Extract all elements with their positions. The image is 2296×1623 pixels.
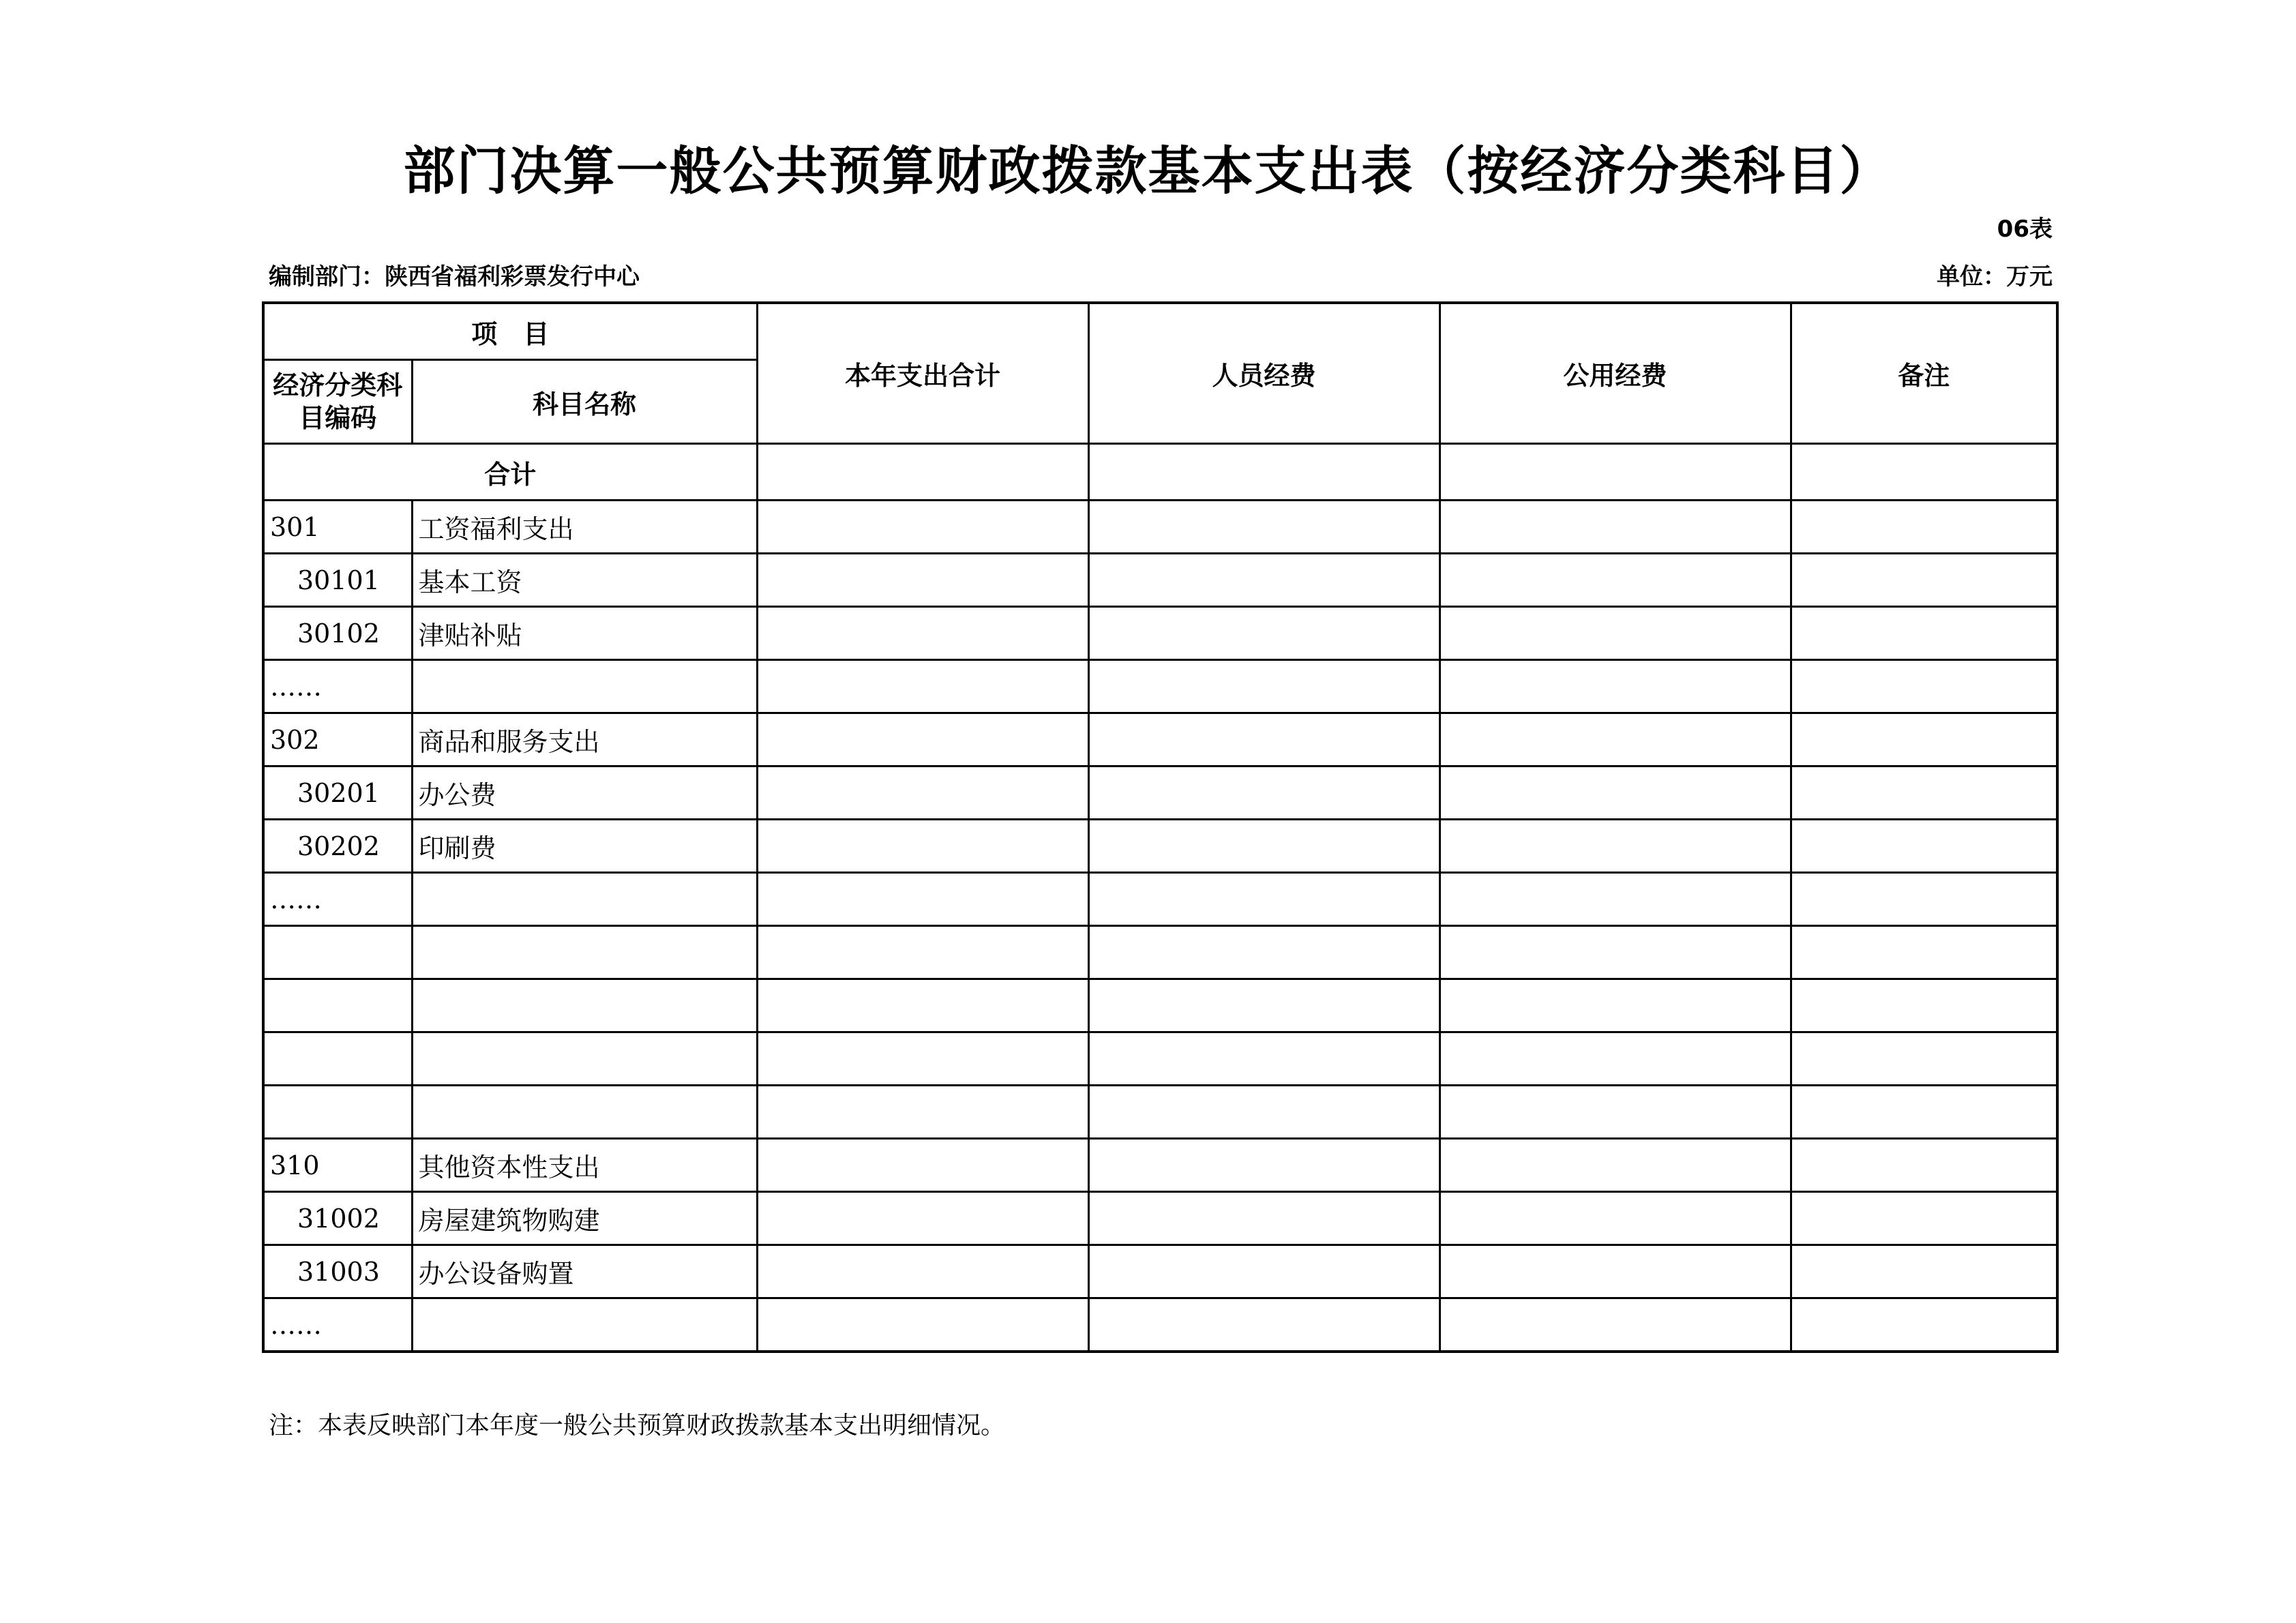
- row-total-cell: [757, 1192, 1088, 1245]
- row-name: [412, 1086, 757, 1139]
- row-name: 基本工资: [412, 554, 757, 607]
- table-row: [263, 1032, 2057, 1086]
- row-total-cell: [757, 607, 1088, 660]
- row-remark-cell: [1791, 1192, 2057, 1245]
- row-code: ……: [263, 660, 412, 713]
- row-public-cell: [1440, 766, 1791, 820]
- row-remark-cell: [1791, 1086, 2057, 1139]
- row-code: 31003: [263, 1245, 412, 1298]
- row-code: 30101: [263, 554, 412, 607]
- row-code: 310: [263, 1139, 412, 1192]
- row-name: [412, 1032, 757, 1086]
- row-remark-cell: [1791, 607, 2057, 660]
- row-personnel-cell: [1088, 1298, 1440, 1352]
- row-remark-cell: [1791, 1298, 2057, 1352]
- expenditure-table: [262, 301, 2059, 1353]
- row-public-cell: [1440, 554, 1791, 607]
- row-public-cell: [1440, 1086, 1791, 1139]
- row-personnel-cell: [1088, 820, 1440, 873]
- table-row: [263, 873, 2057, 926]
- row-remark-cell: [1791, 554, 2057, 607]
- row-personnel-cell: [1088, 607, 1440, 660]
- department-label: 编制部门：陕西省福利彩票发行中心: [269, 263, 640, 291]
- row-public-cell: [1440, 1192, 1791, 1245]
- row-personnel-cell: [1088, 1032, 1440, 1086]
- row-code: ……: [263, 1298, 412, 1352]
- row-public-cell: [1440, 660, 1791, 713]
- row-total-cell: [757, 1032, 1088, 1086]
- total-row-label: 合计: [263, 444, 757, 501]
- row-remark-cell: [1791, 501, 2057, 554]
- row-total-cell: [757, 1245, 1088, 1298]
- row-name: 津贴补贴: [412, 607, 757, 660]
- row-personnel-cell: [1088, 926, 1440, 979]
- row-public-cell: [1440, 873, 1791, 926]
- header-code: 经济分类科目编码: [263, 360, 412, 444]
- row-public-cell: [1440, 1139, 1791, 1192]
- total-personnel-cell: [1088, 444, 1440, 501]
- row-remark-cell: [1791, 1245, 2057, 1298]
- header-remark: 备注: [1791, 303, 2057, 444]
- row-remark-cell: [1791, 820, 2057, 873]
- row-public-cell: [1440, 501, 1791, 554]
- row-code: ……: [263, 873, 412, 926]
- row-remark-cell: [1791, 660, 2057, 713]
- row-name: 工资福利支出: [412, 501, 757, 554]
- header-total: 本年支出合计: [757, 303, 1088, 444]
- row-personnel-cell: [1088, 1245, 1440, 1298]
- row-personnel-cell: [1088, 766, 1440, 820]
- row-remark-cell: [1791, 873, 2057, 926]
- row-total-cell: [757, 501, 1088, 554]
- row-code: [263, 1086, 412, 1139]
- header-personnel: 人员经费: [1088, 303, 1440, 444]
- row-total-cell: [757, 1298, 1088, 1352]
- row-name: [412, 873, 757, 926]
- row-total-cell: [757, 873, 1088, 926]
- page-title: 部门决算一般公共预算财政拨款基本支出表（按经济分类科目）: [403, 140, 1893, 201]
- row-name: 商品和服务支出: [412, 713, 757, 766]
- table-number: 06表: [1997, 215, 2053, 243]
- row-code: 301: [263, 501, 412, 554]
- table-row: [263, 979, 2057, 1032]
- row-remark-cell: [1791, 979, 2057, 1032]
- row-total-cell: [757, 1086, 1088, 1139]
- row-total-cell: [757, 926, 1088, 979]
- row-code: 302: [263, 713, 412, 766]
- row-name: [412, 979, 757, 1032]
- table-row: [263, 1086, 2057, 1139]
- header-item: 项 目: [263, 303, 757, 360]
- row-public-cell: [1440, 1245, 1791, 1298]
- table-row: [263, 660, 2057, 713]
- row-personnel-cell: [1088, 1086, 1440, 1139]
- table-row: [263, 820, 2057, 873]
- row-remark-cell: [1791, 766, 2057, 820]
- row-code: [263, 1032, 412, 1086]
- row-name: 办公设备购置: [412, 1245, 757, 1298]
- row-public-cell: [1440, 607, 1791, 660]
- row-total-cell: [757, 820, 1088, 873]
- row-name: [412, 926, 757, 979]
- row-personnel-cell: [1088, 979, 1440, 1032]
- table-row: [263, 1139, 2057, 1192]
- row-public-cell: [1440, 713, 1791, 766]
- row-name: 印刷费: [412, 820, 757, 873]
- row-name: 房屋建筑物购建: [412, 1192, 757, 1245]
- total-remark-cell: [1791, 444, 2057, 501]
- row-public-cell: [1440, 1298, 1791, 1352]
- row-remark-cell: [1791, 713, 2057, 766]
- row-code: 30102: [263, 607, 412, 660]
- row-code: 30202: [263, 820, 412, 873]
- table-row: [263, 554, 2057, 607]
- row-public-cell: [1440, 1032, 1791, 1086]
- row-code: [263, 979, 412, 1032]
- row-personnel-cell: [1088, 1139, 1440, 1192]
- table-row: [263, 1192, 2057, 1245]
- row-total-cell: [757, 766, 1088, 820]
- row-total-cell: [757, 713, 1088, 766]
- row-remark-cell: [1791, 926, 2057, 979]
- table-row: [263, 607, 2057, 660]
- total-public-cell: [1440, 444, 1791, 501]
- row-code: [263, 926, 412, 979]
- row-personnel-cell: [1088, 1192, 1440, 1245]
- row-personnel-cell: [1088, 873, 1440, 926]
- row-name: [412, 660, 757, 713]
- table-row: [263, 501, 2057, 554]
- row-public-cell: [1440, 820, 1791, 873]
- row-remark-cell: [1791, 1032, 2057, 1086]
- total-amount-cell: [757, 444, 1088, 501]
- unit-label: 单位：万元: [1937, 263, 2053, 291]
- row-code: 31002: [263, 1192, 412, 1245]
- table-row: [263, 766, 2057, 820]
- footnote: 注：本表反映部门本年度一般公共预算财政拨款基本支出明细情况。: [269, 1412, 1006, 1440]
- header-public: 公用经费: [1440, 303, 1791, 444]
- table-row: [263, 1245, 2057, 1298]
- row-code: 30201: [263, 766, 412, 820]
- row-total-cell: [757, 554, 1088, 607]
- row-name: [412, 1298, 757, 1352]
- row-public-cell: [1440, 979, 1791, 1032]
- row-total-cell: [757, 660, 1088, 713]
- row-personnel-cell: [1088, 501, 1440, 554]
- row-personnel-cell: [1088, 660, 1440, 713]
- row-total-cell: [757, 1139, 1088, 1192]
- row-name: 其他资本性支出: [412, 1139, 757, 1192]
- row-personnel-cell: [1088, 554, 1440, 607]
- table-row: [263, 926, 2057, 979]
- row-public-cell: [1440, 926, 1791, 979]
- table-row: [263, 713, 2057, 766]
- row-name: 办公费: [412, 766, 757, 820]
- table-row: [263, 1298, 2057, 1352]
- row-personnel-cell: [1088, 713, 1440, 766]
- header-name: 科目名称: [412, 360, 757, 444]
- row-total-cell: [757, 979, 1088, 1032]
- row-remark-cell: [1791, 1139, 2057, 1192]
